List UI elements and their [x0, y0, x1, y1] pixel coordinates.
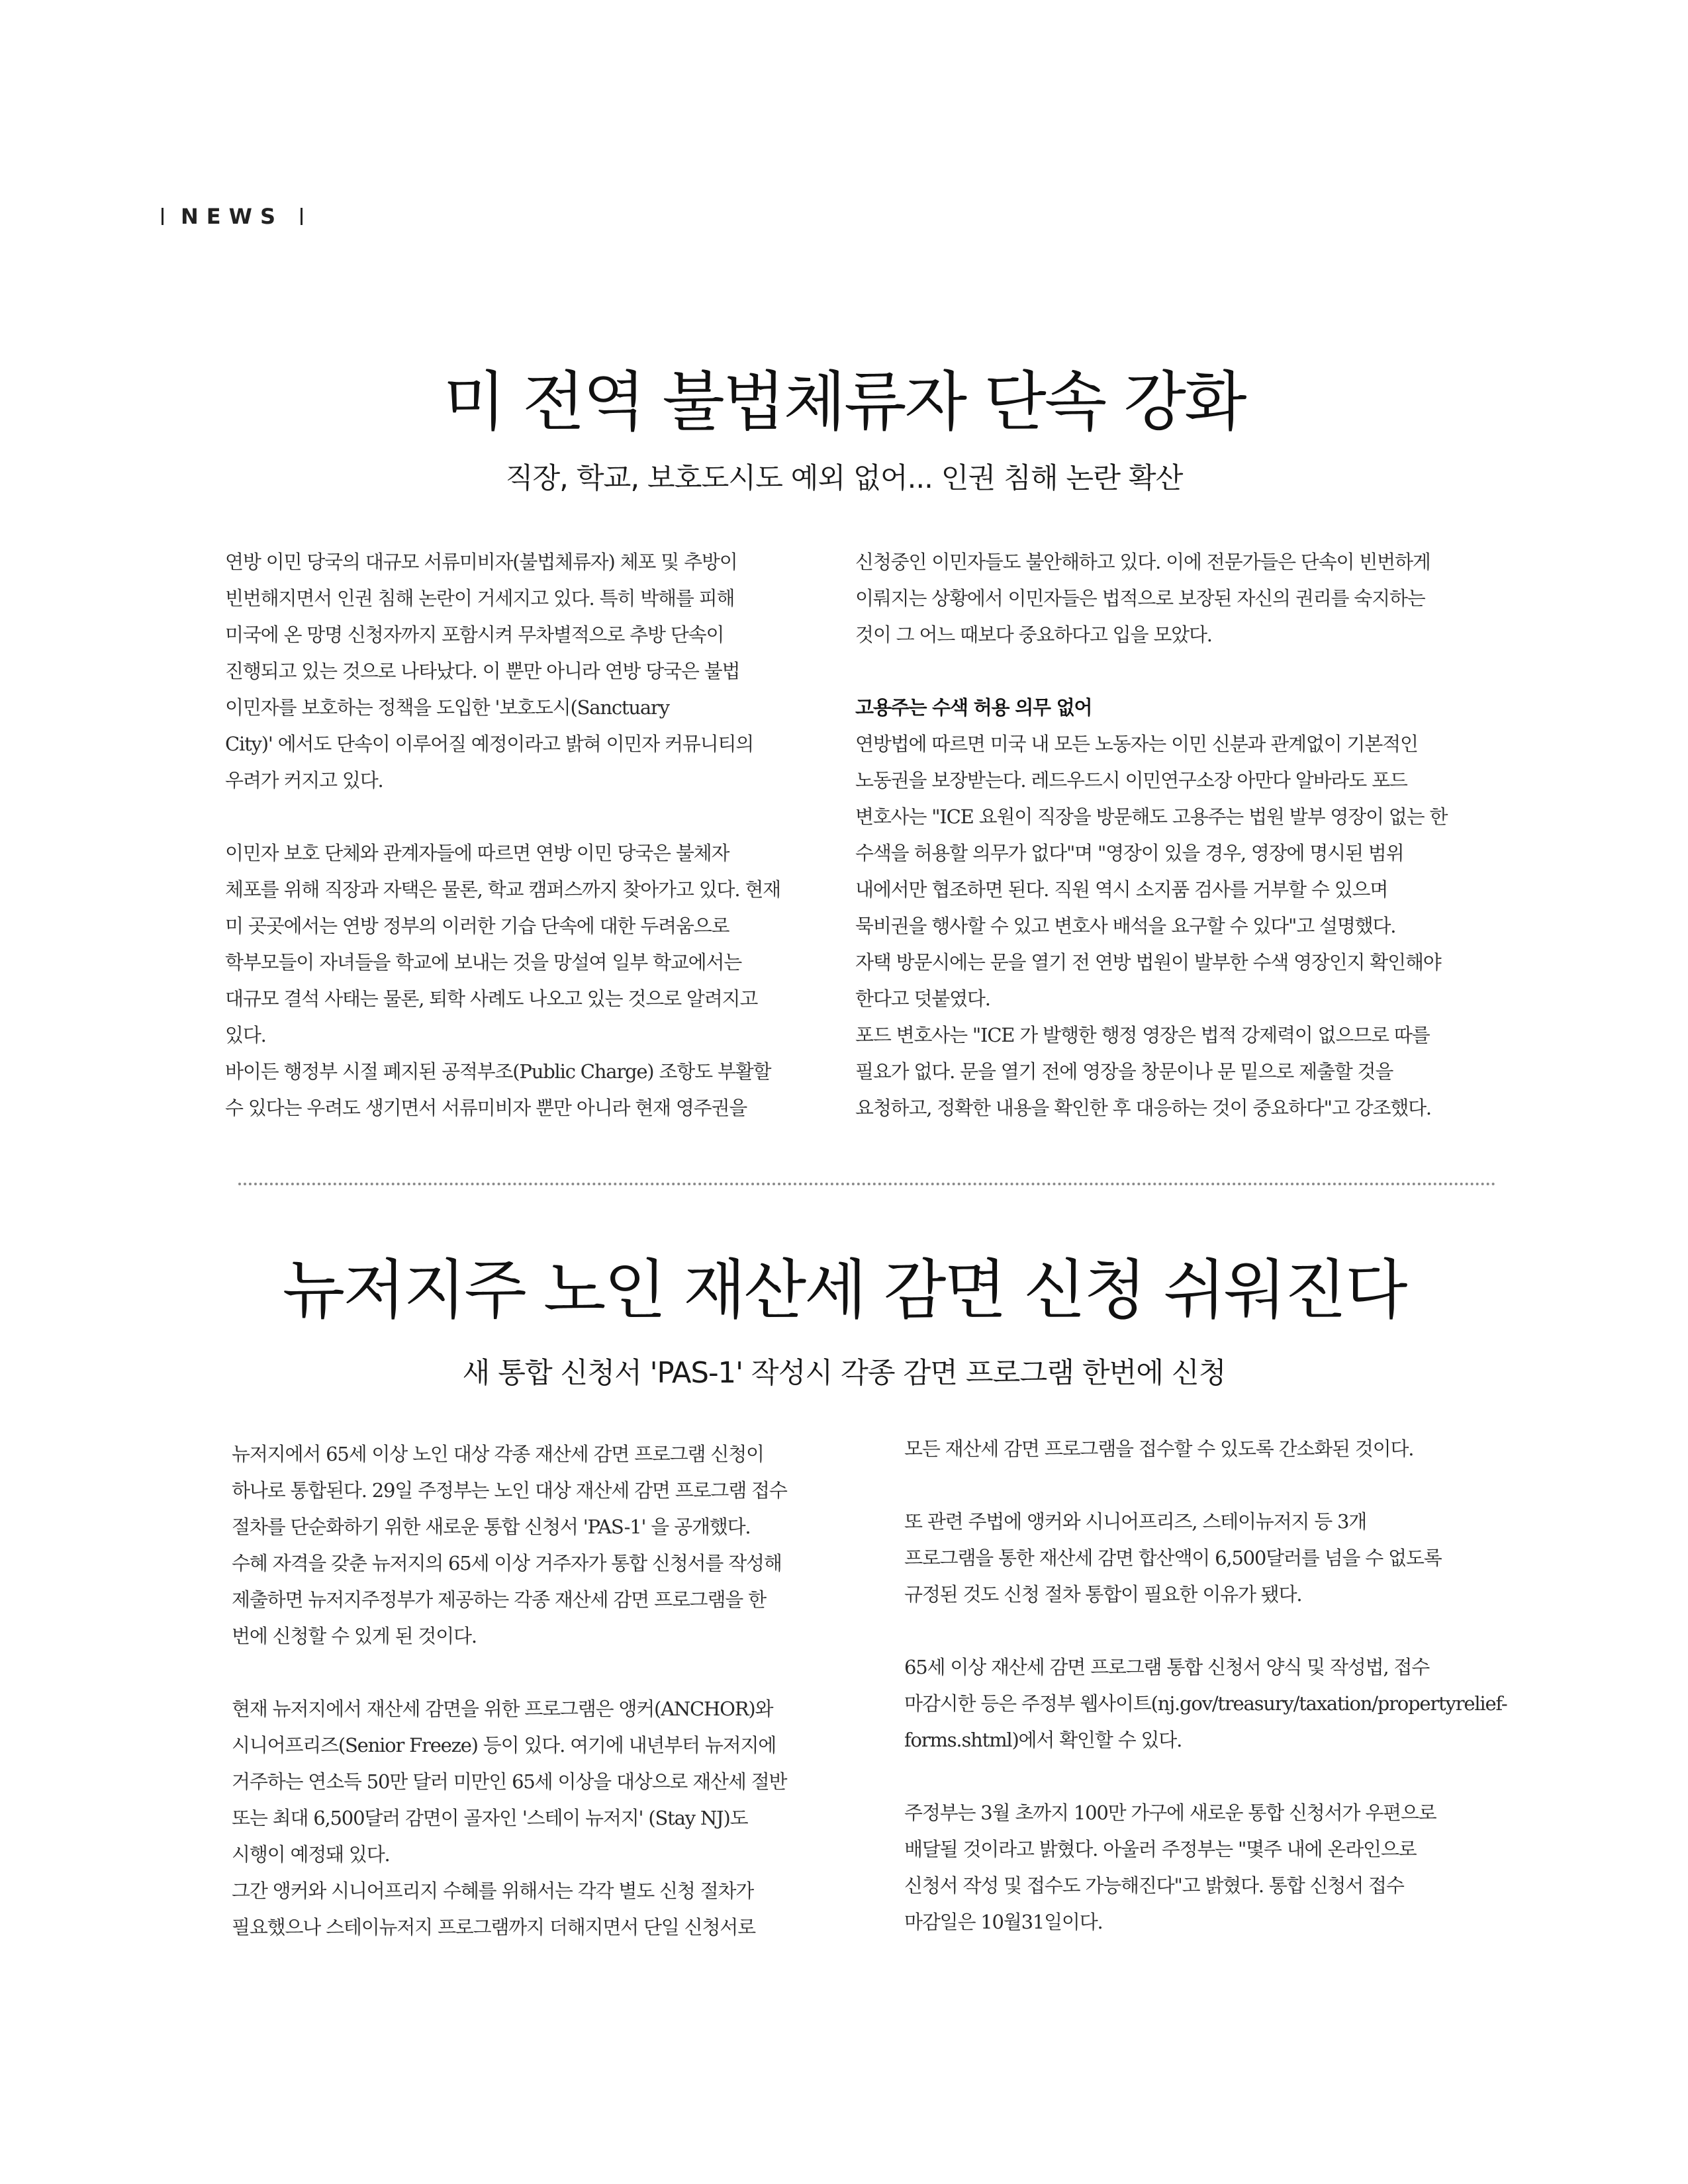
text-line: 신청중인 이민자들도 불안해하고 있다. 이에 전문가들은 단속이 빈번하게	[855, 551, 1430, 573]
text-line: 자택 방문시에는 문을 열기 전 연방 법원이 발부한 수색 영장인지 확인해야	[855, 951, 1441, 974]
text-line: 현재 뉴저지에서 재산세 감면을 위한 프로그램은 앵커(ANCHOR)와	[232, 1698, 773, 1720]
text-line: 프로그램을 통한 재산세 감면 합산액이 6,500달러를 넘을 수 없도록	[904, 1547, 1442, 1569]
article1-title: 미 전역 불법체류자 단속 강화	[443, 365, 1245, 440]
text-line: 연방법에 따르면 미국 내 모든 노동자는 이민 신분과 관계없이 기본적인	[855, 733, 1418, 755]
text-line: 그간 앵커와 시니어프리지 수혜를 위해서는 각각 별도 신청 절차가	[232, 1880, 754, 1902]
text-line: 묵비권을 행사할 수 있고 변호사 배석을 요구할 수 있다"고 설명했다.	[855, 915, 1396, 937]
text-line: 있다.	[225, 1024, 266, 1046]
text-line: 변호사는 "ICE 요원이 직장을 방문해도 고용주는 법원 발부 영장이 없는 한	[855, 805, 1448, 828]
text-line: 배달될 것이라고 밝혔다. 아울러 주정부는 "몇주 내에 온라인으로	[904, 1838, 1417, 1860]
text-line: 학부모들이 자녀들을 학교에 보내는 것을 망설여 일부 학교에서는	[225, 951, 742, 974]
text-line: 번에 신청할 수 있게 된 것이다.	[232, 1625, 477, 1647]
text-line: 시행이 예정돼 있다.	[232, 1843, 390, 1866]
text-line: 빈번해지면서 인권 침해 논란이 거세지고 있다. 특히 박해를 피해	[225, 587, 735, 610]
article2-title: 뉴저지주 노인 재산세 감면 신청 쉬워진다	[282, 1253, 1406, 1328]
paragraph-gap	[232, 1655, 841, 1691]
text-line: 수 있다는 우려도 생기면서 서류미비자 뿐만 아니라 현재 영주권을	[225, 1097, 747, 1119]
paragraph-gap	[904, 1613, 1513, 1649]
text-line: 수색을 허용할 의무가 없다"며 "영장이 있을 경우, 영장에 명시된 범위	[855, 842, 1404, 864]
article-divider	[238, 1183, 1496, 1185]
text-line: 연방 이민 당국의 대규모 서류미비자(불법체류자) 체포 및 추방이	[225, 551, 737, 573]
text-line: 우려가 커지고 있다.	[225, 769, 383, 792]
text-line: 대규모 결석 사태는 물론, 퇴학 사례도 나오고 있는 것으로 알려지고	[225, 987, 758, 1010]
paragraph-gap	[225, 799, 834, 835]
text-line: 미 곳곳에서는 연방 정부의 이러한 기습 단속에 대한 두려움으로	[225, 915, 729, 937]
text-line: 미국에 온 망명 신청자까지 포함시켜 무차별적으로 추방 단속이	[225, 623, 724, 646]
article1-subtitle: 직장, 학교, 보호도시도 예외 없어... 인권 침해 논란 확산	[505, 462, 1183, 495]
text-line: 필요가 없다. 문을 열기 전에 영장을 창문이나 문 밑으로 제출할 것을	[855, 1060, 1393, 1083]
text-line: 포드 변호사는 "ICE 가 발행한 행정 영장은 법적 강제력이 없으므로 따를	[855, 1024, 1430, 1046]
text-line: 요청하고, 정확한 내용을 확인한 후 대응하는 것이 중요하다"고 강조했다.	[855, 1097, 1431, 1119]
text-line: 또 관련 주법에 앵커와 시니어프리즈, 스테이뉴저지 등 3개	[904, 1510, 1367, 1533]
text-line: forms.shtml)에서 확인할 수 있다.	[904, 1729, 1182, 1751]
text-line: City)' 에서도 단속이 이루어질 예정이라고 밝혀 이민자 커뮤니티의	[225, 733, 754, 755]
text-line: 이민자 보호 단체와 관계자들에 따르면 연방 이민 당국은 불체자	[225, 842, 729, 864]
text-line: 규정된 것도 신청 절차 통합이 필요한 이유가 됐다.	[904, 1583, 1302, 1606]
text-line: 것이 그 어느 때보다 중요하다고 입을 모았다.	[855, 623, 1212, 646]
text-line: 한다고 덧붙였다.	[855, 987, 990, 1010]
text-line: 제출하면 뉴저지주정부가 제공하는 각종 재산세 감면 프로그램을 한	[232, 1588, 766, 1611]
text-line: 시니어프리즈(Senior Freeze) 등이 있다. 여기에 내년부터 뉴저지에	[232, 1734, 776, 1756]
text-line: 노동권을 보장받는다. 레드우드시 이민연구소장 아만다 알바라도 포드	[855, 769, 1407, 792]
text-line: 65세 이상 재산세 감면 프로그램 통합 신청서 양식 및 작성법, 접수	[904, 1656, 1430, 1678]
text-line: 필요했으나 스테이뉴저지 프로그램까지 더해지면서 단일 신청서로	[232, 1916, 755, 1938]
article1-column-1	[225, 544, 834, 1126]
article2-subtitle: 새 통합 신청서 'PAS-1' 작성시 각종 감면 프로그램 한번에 신청	[462, 1357, 1226, 1390]
text-line: 체포를 위해 직장과 자택은 물론, 학교 캠퍼스까지 찾아가고 있다. 현재	[225, 878, 780, 901]
text-line: 주정부는 3월 초까지 100만 가구에 새로운 통합 신청서가 우편으로	[904, 1801, 1436, 1824]
text-line: 절차를 단순화하기 위한 새로운 통합 신청서 'PAS-1' 을 공개했다.	[232, 1516, 751, 1538]
text-line: 바이든 행정부 시절 폐지된 공적부조(Public Charge) 조항도 부활할	[225, 1060, 771, 1083]
section-label-text: NEWS	[181, 204, 283, 229]
section-heading: 고용주는 수색 허용 의무 없어	[855, 696, 1092, 719]
article2-column-2	[904, 1431, 1513, 1940]
article1-column-2	[855, 544, 1464, 1126]
paragraph-gap	[904, 1758, 1513, 1795]
paragraph-gap	[904, 1467, 1513, 1504]
paragraph-gap	[855, 653, 1464, 690]
section-label-bar-left	[162, 208, 164, 225]
text-line: 하나로 통합된다. 29일 주정부는 노인 대상 재산세 감면 프로그램 접수	[232, 1479, 787, 1502]
text-line: 또는 최대 6,500달러 감면이 골자인 '스테이 뉴저지' (Stay NJ)도	[232, 1807, 748, 1829]
text-line: 뉴저지에서 65세 이상 노인 대상 각종 재산세 감면 프로그램 신청이	[232, 1443, 764, 1465]
section-label	[162, 204, 303, 229]
text-line: 모든 재산세 감면 프로그램을 접수할 수 있도록 간소화된 것이다.	[904, 1437, 1414, 1460]
section-label-bar-right	[301, 208, 303, 225]
text-line: 거주하는 연소득 50만 달러 미만인 65세 이상을 대상으로 재산세 절반	[232, 1770, 787, 1793]
text-line: 내에서만 협조하면 된다. 직원 역시 소지품 검사를 거부할 수 있으며	[855, 878, 1388, 901]
article2-column-1	[232, 1436, 841, 1946]
text-line: 수혜 자격을 갖춘 뉴저지의 65세 이상 거주자가 통합 신청서를 작성해	[232, 1552, 782, 1574]
text-line: 이뤄지는 상황에서 이민자들은 법적으로 보장된 자신의 권리를 숙지하는	[855, 587, 1425, 610]
text-line: 신청서 작성 및 접수도 가능해진다"고 밝혔다. 통합 신청서 접수	[904, 1874, 1404, 1897]
text-line: 진행되고 있는 것으로 나타났다. 이 뿐만 아니라 연방 당국은 불법	[225, 660, 740, 682]
text-line: 마감일은 10월31일이다.	[904, 1911, 1103, 1933]
text-line: 이민자를 보호하는 정책을 도입한 '보호도시(Sanctuary	[225, 696, 669, 719]
text-line: 마감시한 등은 주정부 웹사이트(nj.gov/treasury/taxation/propertyrelief-	[904, 1692, 1507, 1715]
